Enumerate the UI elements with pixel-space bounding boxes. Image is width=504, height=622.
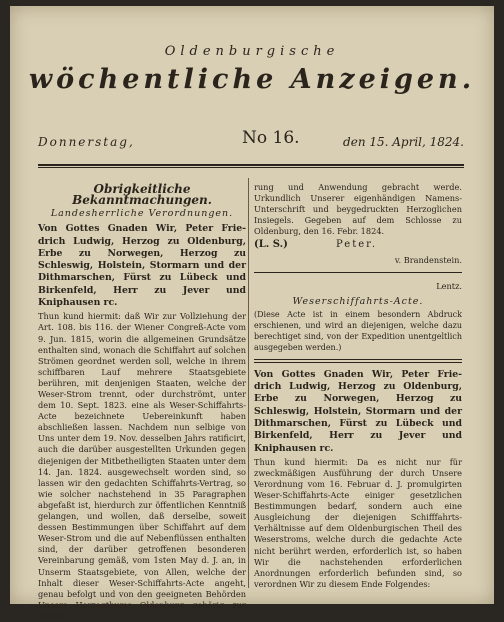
left-column bbox=[38, 182, 246, 622]
signature-row bbox=[254, 239, 462, 253]
masthead-title: wöchentliche Anzeigen. bbox=[28, 64, 476, 95]
decree-continuation: rung und Anwendung gebracht werde. Urkundlich Unserer eigenhändigen Namens-Unterschrift und beygedruckten Herzoglichen Insiegels. Gegeben auf dem Schlosse zu Oldenburg, den 16. Febr. 1824. bbox=[254, 182, 462, 237]
act-note: (Diese Acte ist in einem besondern Abdruck erschienen, und wird an diejenigen, welche dazu berechtiget sind, von der Expedition unentgeltlich ausgegeben werden.) bbox=[254, 309, 462, 352]
decree-body: Thun kund hiermit: daß Wir zur Vollziehung der Art. 108. bis 116. der Wiener Congreß-Acte vom 9. Jun. 1815, worin die allgemeinen Grundsätze enthalten sind, wonach die Schiffahrt auf solchen Strömen geordnet werden soll, welche in ihrem schiffbaren Lauf mehrere Staatsgebiete berühren, mit denjenigen Staaten, welche der Weser-Strom trennt, oder durchströmt, unter dem 10. Sept. 1823. eine als Weser-Schiffahrts-Acte bezeichnete Uebereinkunft haben abschließen lassen. Nachdem nun selbige von Uns unter dem 19. Nov. desselben Jahrs ratificirt, auch die darüber ausgestellten Urkunden gegen diejenigen der Mitbetheiligten Staaten unter dem 14. Jan. 1824. ausgewechselt worden sind, so lassen wir den gedachten Schiffahrts-Vertrag, so wie solcher nachstehend in 35 Paragraphen abgefaßt ist, hierdurch zur öffentlichen Kenntniß gelangen, und wollen, daß derselbe, soweit dessen Bestimmungen über Schiffahrt auf dem Weser-Strom und die auf Nebenflüssen enthalten sind, der darüber getroffenen besonderen Vereinbarung gemäß, vom 1sten May d. J. an, in Unserm Staatsgebiete, von Allen, welche der Inhalt dieser Weser-Schiffahrts-Acte angeht, genau befolgt und von den geeigneten Behörden Unsers Herzogthums Oldenburg gehörig zur Ausfüh- bbox=[38, 311, 246, 621]
issue-weekday: Donnerstag, bbox=[38, 135, 135, 149]
short-rule bbox=[254, 272, 462, 273]
act-title: Weserschiffahrts-Acte. bbox=[292, 295, 424, 307]
section-heading: Obrigkeitliche Bekanntmachungen. bbox=[72, 182, 212, 208]
second-decree-body: Thun kund hiermit: Da es nicht nur für zweckmäßigen Ausführung der durch Unsere Verordnung vom 16. Februar d. J. promulgirten Weser-Schiffahrts-Acte einiger gesetzlichen Bestimmungen bedarf, sondern auch eine Ausgleichung der diejenigen Schifffahrts-Verhältnisse auf dem Oldenburgischen Theil des Weserstroms, welche durch die gedachte Acte nicht berührt werden, erforderlich ist, so haben Wir die nachstehenden erforderlichen Anordnungen erforderlich befunden sind, so verordnen Wir zu diesem Ende Folgendes: bbox=[254, 456, 462, 589]
header-rule-thick bbox=[38, 164, 464, 166]
issue-number: No 16. bbox=[242, 128, 300, 148]
dateline bbox=[38, 128, 464, 152]
section-subheading: Landesherrliche Verordnungen. bbox=[50, 208, 234, 220]
section-double-rule bbox=[254, 359, 462, 363]
seal-mark: (L. S.) bbox=[254, 239, 288, 251]
masthead-region-line: Oldenburgische bbox=[164, 44, 340, 59]
issue-date: den 15. April, 1824. bbox=[343, 135, 464, 149]
secondary-signature: Lentz. bbox=[436, 280, 462, 291]
column-divider bbox=[248, 178, 249, 588]
second-decree-intro: Von Gottes Gnaden Wir, Peter Frie-drich Ludwig, Herzog zu Oldenburg, Erbe zu Norwegen, Herzog zu Schleswig, Holstein, Stormarn und der Dithmarschen, Fürst zu Lübeck und Birkenfeld, Herr zu Jever und Kniphausen rc. bbox=[254, 368, 462, 454]
signer-name: Peter. bbox=[336, 239, 377, 251]
header-rule-thin bbox=[38, 167, 464, 168]
countersignature: v. Brandenstein. bbox=[394, 255, 462, 266]
right-column bbox=[254, 182, 462, 590]
decree-intro: Von Gottes Gnaden Wir, Peter Frie-drich Ludwig, Herzog zu Oldenburg, Erbe zu Norwegen, Herzog zu Schleswig, Holstein, Stormarn und der Dithmarschen, Fürst zu Lübeck und Birkenfeld, Herr zu Jever und Kniphausen rc. bbox=[38, 223, 246, 309]
newspaper-page bbox=[10, 6, 494, 621]
